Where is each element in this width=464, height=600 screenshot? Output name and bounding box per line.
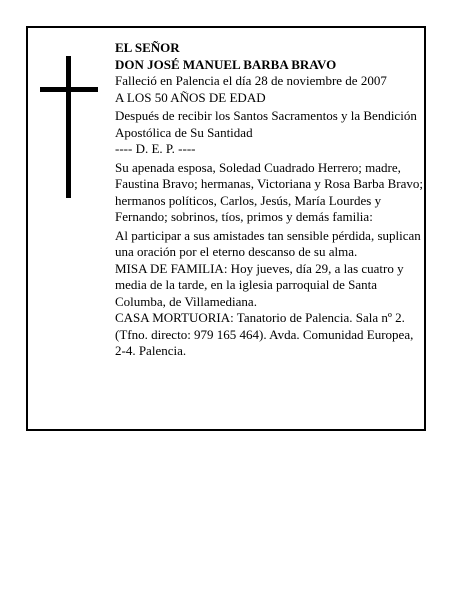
request-paragraph: Al participar a sus amistades tan sensible pérdida, suplican una oración por el eterno descanso de su alma. xyxy=(115,227,421,259)
death-info: Falleció en Palencia el día 28 de noviembre de 2007 xyxy=(115,73,387,88)
notice-text xyxy=(115,40,423,360)
age-line: A LOS 50 AÑOS DE EDAD xyxy=(115,89,266,105)
family-paragraph: Su apenada esposa, Soledad Cuadrado Herrero; madre, Faustina Bravo; hermanas, Victoriana y Rosa Barba Bravo; hermanos políticos, Carlos, Jesús, María Lourdes y Fernando; sobrinos, tíos, primos y demás familia: xyxy=(115,159,424,224)
cross-icon xyxy=(40,56,98,198)
dep-line: ---- D. E. P. ---- xyxy=(115,141,196,156)
obituary-notice xyxy=(26,26,426,431)
cross-horizontal-bar xyxy=(40,87,98,92)
mass-paragraph: MISA DE FAMILIA: Hoy jueves, día 29, a las cuatro y media de la tarde, en la iglesia parroquial de Santa Columba, de Villamediana. xyxy=(115,260,404,309)
sacraments-line: Después de recibir los Santos Sacramentos y la Bendición Apostólica de Su Santidad xyxy=(115,108,417,140)
funeral-home-paragraph: CASA MORTUORIA: Tanatorio de Palencia. Sala nº 2. (Tfno. directo: 979 165 464). Avda. Comunidad Europea, 2-4. Palencia. xyxy=(115,310,414,358)
cross-vertical-bar xyxy=(66,56,71,198)
deceased-name: DON JOSÉ MANUEL BARBA BRAVO xyxy=(115,56,337,72)
title-line-1: EL SEÑOR xyxy=(115,40,180,55)
